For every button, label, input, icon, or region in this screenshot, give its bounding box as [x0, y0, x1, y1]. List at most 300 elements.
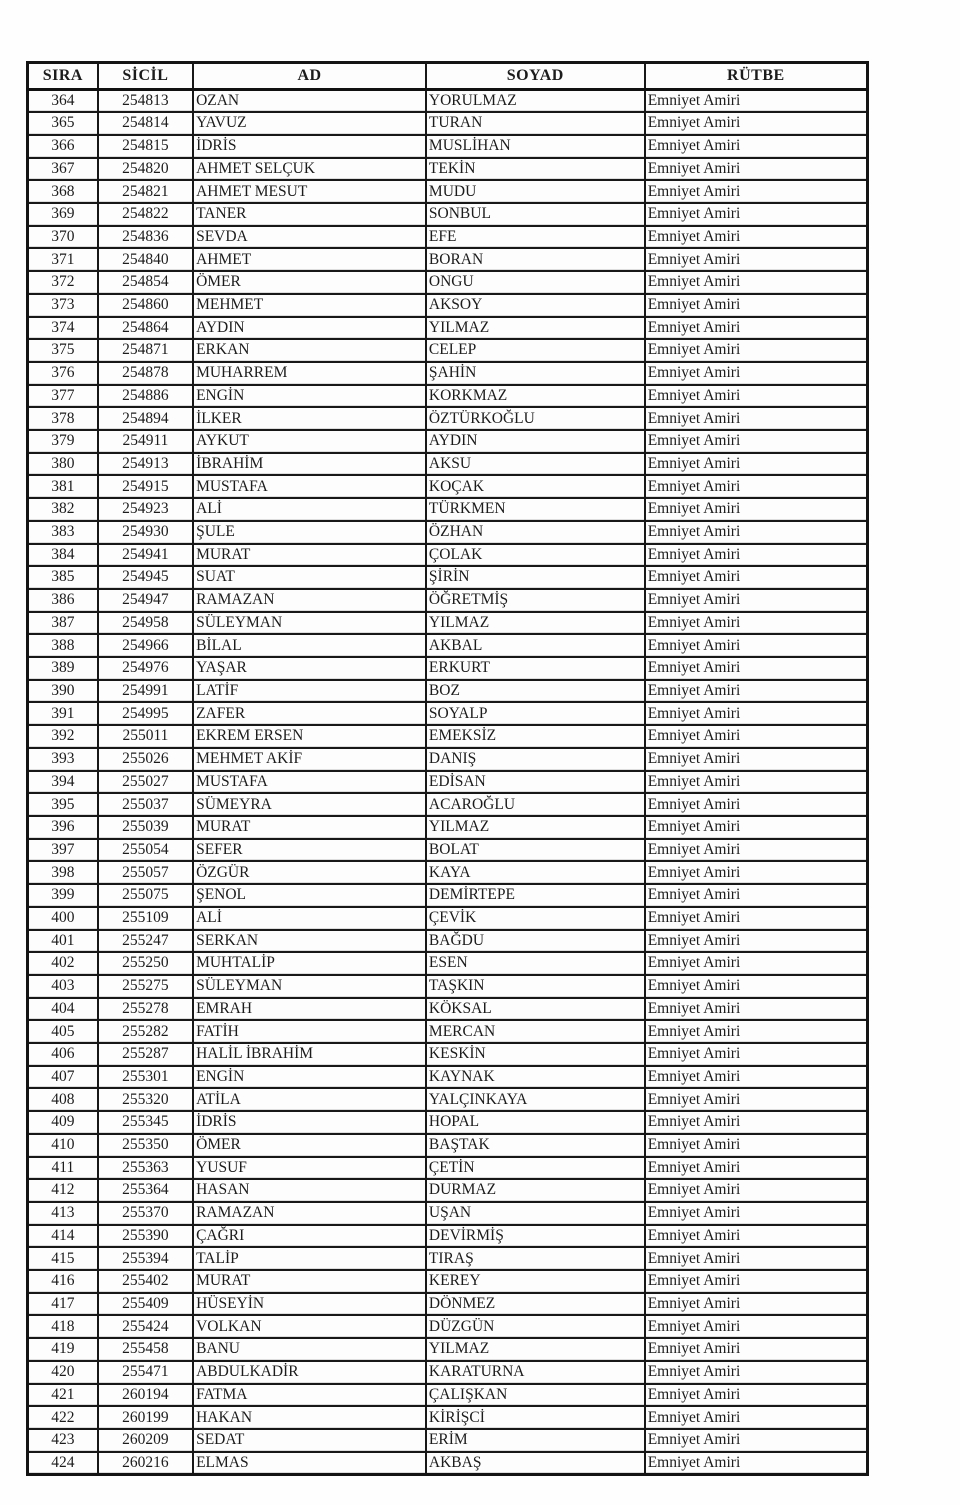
cell-ad: ELMAS — [193, 1452, 426, 1475]
cell-sicil: 255402 — [98, 1270, 193, 1293]
table-row — [28, 1406, 868, 1429]
table-row — [28, 793, 868, 816]
cell-ad: SÜMEYRA — [193, 793, 426, 816]
table-row — [28, 544, 868, 567]
cell-sicil: 254913 — [98, 453, 193, 476]
table-row — [28, 1202, 868, 1225]
cell-soyad: TEKİN — [426, 158, 645, 181]
cell-soyad: DANIŞ — [426, 748, 645, 771]
cell-sicil: 254947 — [98, 589, 193, 612]
column-header-sira: SIRA — [28, 63, 98, 90]
cell-sicil: 254995 — [98, 702, 193, 725]
cell-rutbe: Emniyet Amiri — [645, 680, 868, 703]
table-row — [28, 135, 868, 158]
cell-ad: ÖMER — [193, 271, 426, 294]
cell-sira: 394 — [28, 771, 98, 794]
table-row — [28, 180, 868, 203]
cell-ad: ENGİN — [193, 1066, 426, 1089]
cell-sira: 414 — [28, 1225, 98, 1248]
cell-sicil: 254821 — [98, 180, 193, 203]
cell-sira: 373 — [28, 294, 98, 317]
cell-sira: 388 — [28, 634, 98, 657]
cell-sicil: 254958 — [98, 612, 193, 635]
cell-sicil: 254854 — [98, 271, 193, 294]
cell-sira: 386 — [28, 589, 98, 612]
cell-rutbe: Emniyet Amiri — [645, 748, 868, 771]
cell-sira: 377 — [28, 385, 98, 408]
cell-ad: SEDAT — [193, 1429, 426, 1452]
cell-sira: 404 — [28, 998, 98, 1021]
cell-ad: YUSUF — [193, 1157, 426, 1180]
table-row — [28, 498, 868, 521]
table-row — [28, 1384, 868, 1407]
table-row — [28, 771, 868, 794]
cell-sira: 365 — [28, 112, 98, 135]
cell-ad: AHMET — [193, 248, 426, 271]
cell-rutbe: Emniyet Amiri — [645, 1270, 868, 1293]
table-row — [28, 1066, 868, 1089]
table-row — [28, 884, 868, 907]
cell-soyad: KÖKSAL — [426, 998, 645, 1021]
table-row — [28, 1179, 868, 1202]
cell-sira: 385 — [28, 566, 98, 589]
cell-rutbe: Emniyet Amiri — [645, 90, 868, 113]
table-row — [28, 521, 868, 544]
cell-rutbe: Emniyet Amiri — [645, 702, 868, 725]
cell-sicil: 255026 — [98, 748, 193, 771]
cell-soyad: YILMAZ — [426, 1338, 645, 1361]
cell-sira: 399 — [28, 884, 98, 907]
cell-rutbe: Emniyet Amiri — [645, 226, 868, 249]
cell-ad: TANER — [193, 203, 426, 226]
cell-sira: 366 — [28, 135, 98, 158]
cell-soyad: ÖĞRETMİŞ — [426, 589, 645, 612]
cell-soyad: ÇOLAK — [426, 544, 645, 567]
table-body — [28, 90, 868, 1475]
cell-soyad: BORAN — [426, 248, 645, 271]
cell-sira: 397 — [28, 839, 98, 862]
cell-sira: 418 — [28, 1315, 98, 1338]
cell-rutbe: Emniyet Amiri — [645, 407, 868, 430]
cell-sicil: 255350 — [98, 1134, 193, 1157]
cell-sira: 374 — [28, 317, 98, 340]
header-row — [28, 63, 868, 90]
cell-ad: HALİL İBRAHİM — [193, 1043, 426, 1066]
cell-ad: EKREM ERSEN — [193, 725, 426, 748]
cell-rutbe: Emniyet Amiri — [645, 294, 868, 317]
cell-ad: MURAT — [193, 1270, 426, 1293]
table-row — [28, 861, 868, 884]
cell-sicil: 255039 — [98, 816, 193, 839]
cell-sicil: 254976 — [98, 657, 193, 680]
cell-rutbe: Emniyet Amiri — [645, 1179, 868, 1202]
cell-sira: 406 — [28, 1043, 98, 1066]
cell-ad: ŞULE — [193, 521, 426, 544]
cell-sicil: 254864 — [98, 317, 193, 340]
cell-rutbe: Emniyet Amiri — [645, 453, 868, 476]
cell-rutbe: Emniyet Amiri — [645, 634, 868, 657]
cell-sira: 409 — [28, 1111, 98, 1134]
cell-ad: YAVUZ — [193, 112, 426, 135]
table-row — [28, 1429, 868, 1452]
cell-ad: BANU — [193, 1338, 426, 1361]
cell-soyad: ERİM — [426, 1429, 645, 1452]
cell-sicil: 255370 — [98, 1202, 193, 1225]
cell-sicil: 255394 — [98, 1247, 193, 1270]
cell-soyad: EFE — [426, 226, 645, 249]
cell-ad: İDRİS — [193, 135, 426, 158]
cell-ad: ALİ — [193, 498, 426, 521]
cell-rutbe: Emniyet Amiri — [645, 430, 868, 453]
cell-sicil: 255458 — [98, 1338, 193, 1361]
cell-sicil: 254878 — [98, 362, 193, 385]
cell-sicil: 254941 — [98, 544, 193, 567]
cell-sira: 421 — [28, 1384, 98, 1407]
cell-rutbe: Emniyet Amiri — [645, 1406, 868, 1429]
cell-soyad: BOLAT — [426, 839, 645, 862]
cell-ad: TALİP — [193, 1247, 426, 1270]
cell-sira: 378 — [28, 407, 98, 430]
table-row — [28, 952, 868, 975]
cell-rutbe: Emniyet Amiri — [645, 1134, 868, 1157]
cell-sira: 379 — [28, 430, 98, 453]
cell-ad: HÜSEYİN — [193, 1293, 426, 1316]
cell-sicil: 255345 — [98, 1111, 193, 1134]
cell-soyad: ŞİRİN — [426, 566, 645, 589]
cell-ad: AHMET SELÇUK — [193, 158, 426, 181]
cell-sicil: 260199 — [98, 1406, 193, 1429]
cell-rutbe: Emniyet Amiri — [645, 952, 868, 975]
cell-sira: 368 — [28, 180, 98, 203]
cell-sira: 384 — [28, 544, 98, 567]
table-row — [28, 1043, 868, 1066]
table-row — [28, 1134, 868, 1157]
cell-sira: 369 — [28, 203, 98, 226]
cell-ad: SÜLEYMAN — [193, 612, 426, 635]
cell-rutbe: Emniyet Amiri — [645, 1384, 868, 1407]
cell-ad: MURAT — [193, 544, 426, 567]
cell-sira: 372 — [28, 271, 98, 294]
cell-sicil: 255109 — [98, 907, 193, 930]
cell-rutbe: Emniyet Amiri — [645, 1225, 868, 1248]
cell-sira: 410 — [28, 1134, 98, 1157]
cell-rutbe: Emniyet Amiri — [645, 1247, 868, 1270]
cell-ad: ERKAN — [193, 339, 426, 362]
cell-sicil: 254966 — [98, 634, 193, 657]
table-row — [28, 1225, 868, 1248]
cell-sira: 402 — [28, 952, 98, 975]
cell-sira: 393 — [28, 748, 98, 771]
cell-sicil: 255247 — [98, 930, 193, 953]
table-row — [28, 1157, 868, 1180]
cell-rutbe: Emniyet Amiri — [645, 1361, 868, 1384]
cell-soyad: BAŞTAK — [426, 1134, 645, 1157]
cell-sicil: 254820 — [98, 158, 193, 181]
column-header-rutbe: RÜTBE — [645, 63, 868, 90]
cell-soyad: MERCAN — [426, 1020, 645, 1043]
cell-soyad: YORULMAZ — [426, 90, 645, 113]
cell-rutbe: Emniyet Amiri — [645, 839, 868, 862]
cell-sira: 413 — [28, 1202, 98, 1225]
table-row — [28, 158, 868, 181]
cell-ad: SÜLEYMAN — [193, 975, 426, 998]
cell-sira: 424 — [28, 1452, 98, 1475]
cell-soyad: KORKMAZ — [426, 385, 645, 408]
cell-sicil: 255027 — [98, 771, 193, 794]
table-row — [28, 248, 868, 271]
cell-soyad: DURMAZ — [426, 1179, 645, 1202]
cell-soyad: BAĞDU — [426, 930, 645, 953]
cell-soyad: ONGU — [426, 271, 645, 294]
cell-sicil: 260209 — [98, 1429, 193, 1452]
cell-rutbe: Emniyet Amiri — [645, 793, 868, 816]
table-row — [28, 566, 868, 589]
cell-rutbe: Emniyet Amiri — [645, 589, 868, 612]
cell-soyad: AKSOY — [426, 294, 645, 317]
cell-soyad: YILMAZ — [426, 612, 645, 635]
cell-ad: MUSTAFA — [193, 475, 426, 498]
cell-rutbe: Emniyet Amiri — [645, 1088, 868, 1111]
table-row — [28, 1338, 868, 1361]
cell-sicil: 255390 — [98, 1225, 193, 1248]
cell-soyad: YILMAZ — [426, 317, 645, 340]
cell-sira: 364 — [28, 90, 98, 113]
cell-soyad: CELEP — [426, 339, 645, 362]
cell-sicil: 254911 — [98, 430, 193, 453]
cell-soyad: DÖNMEZ — [426, 1293, 645, 1316]
cell-soyad: KOÇAK — [426, 475, 645, 498]
cell-sira: 396 — [28, 816, 98, 839]
table-row — [28, 112, 868, 135]
cell-rutbe: Emniyet Amiri — [645, 566, 868, 589]
table-row — [28, 657, 868, 680]
table-row — [28, 725, 868, 748]
cell-sicil: 254923 — [98, 498, 193, 521]
cell-rutbe: Emniyet Amiri — [645, 180, 868, 203]
cell-sicil: 260194 — [98, 1384, 193, 1407]
table-row — [28, 907, 868, 930]
table-row — [28, 294, 868, 317]
table-row — [28, 998, 868, 1021]
cell-sira: 416 — [28, 1270, 98, 1293]
cell-sicil: 255409 — [98, 1293, 193, 1316]
cell-sira: 375 — [28, 339, 98, 362]
table-row — [28, 748, 868, 771]
table-row — [28, 589, 868, 612]
cell-sicil: 254822 — [98, 203, 193, 226]
cell-sicil: 254991 — [98, 680, 193, 703]
column-header-soyad: SOYAD — [426, 63, 645, 90]
cell-ad: VOLKAN — [193, 1315, 426, 1338]
column-header-sicil: SİCİL — [98, 63, 193, 90]
cell-rutbe: Emniyet Amiri — [645, 1293, 868, 1316]
cell-sira: 419 — [28, 1338, 98, 1361]
cell-soyad: EMEKSİZ — [426, 725, 645, 748]
cell-soyad: ÖZTÜRKOĞLU — [426, 407, 645, 430]
cell-soyad: DEVİRMİŞ — [426, 1225, 645, 1248]
cell-ad: İDRİS — [193, 1111, 426, 1134]
cell-ad: MUHTALİP — [193, 952, 426, 975]
cell-rutbe: Emniyet Amiri — [645, 1429, 868, 1452]
table-row — [28, 634, 868, 657]
cell-sira: 392 — [28, 725, 98, 748]
table-row — [28, 930, 868, 953]
cell-soyad: SONBUL — [426, 203, 645, 226]
cell-soyad: AYDIN — [426, 430, 645, 453]
cell-soyad: KİRİŞCİ — [426, 1406, 645, 1429]
cell-ad: MUHARREM — [193, 362, 426, 385]
personnel-table — [26, 61, 869, 1476]
cell-soyad: ACAROĞLU — [426, 793, 645, 816]
cell-sicil: 254915 — [98, 475, 193, 498]
cell-sicil: 255011 — [98, 725, 193, 748]
table-row — [28, 407, 868, 430]
cell-ad: HASAN — [193, 1179, 426, 1202]
cell-ad: ATİLA — [193, 1088, 426, 1111]
cell-ad: ÖZGÜR — [193, 861, 426, 884]
cell-soyad: YILMAZ — [426, 816, 645, 839]
cell-sicil: 255424 — [98, 1315, 193, 1338]
table-row — [28, 1247, 868, 1270]
cell-rutbe: Emniyet Amiri — [645, 1043, 868, 1066]
cell-sicil: 255471 — [98, 1361, 193, 1384]
cell-ad: İBRAHİM — [193, 453, 426, 476]
cell-sicil: 254945 — [98, 566, 193, 589]
table-row — [28, 317, 868, 340]
table-row — [28, 975, 868, 998]
cell-sicil: 254871 — [98, 339, 193, 362]
cell-rutbe: Emniyet Amiri — [645, 975, 868, 998]
cell-soyad: KAYNAK — [426, 1066, 645, 1089]
table-row — [28, 385, 868, 408]
table-row — [28, 1452, 868, 1475]
cell-sicil: 254836 — [98, 226, 193, 249]
cell-sira: 370 — [28, 226, 98, 249]
cell-sicil: 255301 — [98, 1066, 193, 1089]
cell-ad: OZAN — [193, 90, 426, 113]
table-row — [28, 1361, 868, 1384]
cell-sicil: 255282 — [98, 1020, 193, 1043]
cell-soyad: MUSLİHAN — [426, 135, 645, 158]
cell-soyad: YALÇINKAYA — [426, 1088, 645, 1111]
table-row — [28, 680, 868, 703]
cell-soyad: ÇETİN — [426, 1157, 645, 1180]
cell-ad: MURAT — [193, 816, 426, 839]
cell-soyad: TÜRKMEN — [426, 498, 645, 521]
cell-ad: BİLAL — [193, 634, 426, 657]
cell-soyad: DÜZGÜN — [426, 1315, 645, 1338]
cell-sira: 407 — [28, 1066, 98, 1089]
cell-sicil: 255364 — [98, 1179, 193, 1202]
cell-sira: 411 — [28, 1157, 98, 1180]
cell-soyad: ERKURT — [426, 657, 645, 680]
cell-rutbe: Emniyet Amiri — [645, 339, 868, 362]
cell-soyad: ESEN — [426, 952, 645, 975]
cell-sicil: 255250 — [98, 952, 193, 975]
cell-ad: İLKER — [193, 407, 426, 430]
cell-sira: 387 — [28, 612, 98, 635]
cell-ad: ŞENOL — [193, 884, 426, 907]
cell-sicil: 255057 — [98, 861, 193, 884]
cell-sira: 389 — [28, 657, 98, 680]
cell-rutbe: Emniyet Amiri — [645, 1020, 868, 1043]
cell-ad: MEHMET — [193, 294, 426, 317]
cell-ad: ZAFER — [193, 702, 426, 725]
cell-ad: AYDIN — [193, 317, 426, 340]
cell-soyad: ÖZHAN — [426, 521, 645, 544]
cell-rutbe: Emniyet Amiri — [645, 1315, 868, 1338]
cell-sicil: 255363 — [98, 1157, 193, 1180]
cell-soyad: TAŞKIN — [426, 975, 645, 998]
cell-sira: 395 — [28, 793, 98, 816]
cell-ad: SEFER — [193, 839, 426, 862]
cell-rutbe: Emniyet Amiri — [645, 1452, 868, 1475]
cell-ad: EMRAH — [193, 998, 426, 1021]
cell-rutbe: Emniyet Amiri — [645, 248, 868, 271]
cell-rutbe: Emniyet Amiri — [645, 612, 868, 635]
cell-ad: ÖMER — [193, 1134, 426, 1157]
cell-sicil: 254815 — [98, 135, 193, 158]
cell-rutbe: Emniyet Amiri — [645, 816, 868, 839]
cell-rutbe: Emniyet Amiri — [645, 203, 868, 226]
cell-rutbe: Emniyet Amiri — [645, 135, 868, 158]
cell-sira: 380 — [28, 453, 98, 476]
cell-rutbe: Emniyet Amiri — [645, 112, 868, 135]
cell-soyad: KEREY — [426, 1270, 645, 1293]
cell-sira: 382 — [28, 498, 98, 521]
table-row — [28, 362, 868, 385]
cell-rutbe: Emniyet Amiri — [645, 317, 868, 340]
table-header — [28, 63, 868, 90]
cell-rutbe: Emniyet Amiri — [645, 1157, 868, 1180]
cell-ad: SERKAN — [193, 930, 426, 953]
cell-sicil: 255037 — [98, 793, 193, 816]
cell-soyad: AKBAL — [426, 634, 645, 657]
cell-ad: FATMA — [193, 1384, 426, 1407]
cell-rutbe: Emniyet Amiri — [645, 362, 868, 385]
cell-soyad: HOPAL — [426, 1111, 645, 1134]
cell-rutbe: Emniyet Amiri — [645, 544, 868, 567]
cell-sicil: 254886 — [98, 385, 193, 408]
cell-soyad: AKBAŞ — [426, 1452, 645, 1475]
cell-rutbe: Emniyet Amiri — [645, 158, 868, 181]
table-row — [28, 1293, 868, 1316]
table-row — [28, 339, 868, 362]
cell-ad: MUSTAFA — [193, 771, 426, 794]
cell-soyad: KARATURNA — [426, 1361, 645, 1384]
cell-rutbe: Emniyet Amiri — [645, 771, 868, 794]
cell-sicil: 254813 — [98, 90, 193, 113]
cell-sira: 417 — [28, 1293, 98, 1316]
cell-ad: AYKUT — [193, 430, 426, 453]
cell-sira: 390 — [28, 680, 98, 703]
cell-sira: 383 — [28, 521, 98, 544]
cell-sira: 405 — [28, 1020, 98, 1043]
cell-rutbe: Emniyet Amiri — [645, 861, 868, 884]
table-row — [28, 203, 868, 226]
cell-sira: 415 — [28, 1247, 98, 1270]
cell-sicil: 255287 — [98, 1043, 193, 1066]
cell-sira: 423 — [28, 1429, 98, 1452]
table-row — [28, 612, 868, 635]
cell-soyad: TURAN — [426, 112, 645, 135]
cell-rutbe: Emniyet Amiri — [645, 884, 868, 907]
cell-ad: RAMAZAN — [193, 1202, 426, 1225]
cell-rutbe: Emniyet Amiri — [645, 998, 868, 1021]
table-row — [28, 1270, 868, 1293]
table-row — [28, 702, 868, 725]
cell-soyad: TIRAŞ — [426, 1247, 645, 1270]
